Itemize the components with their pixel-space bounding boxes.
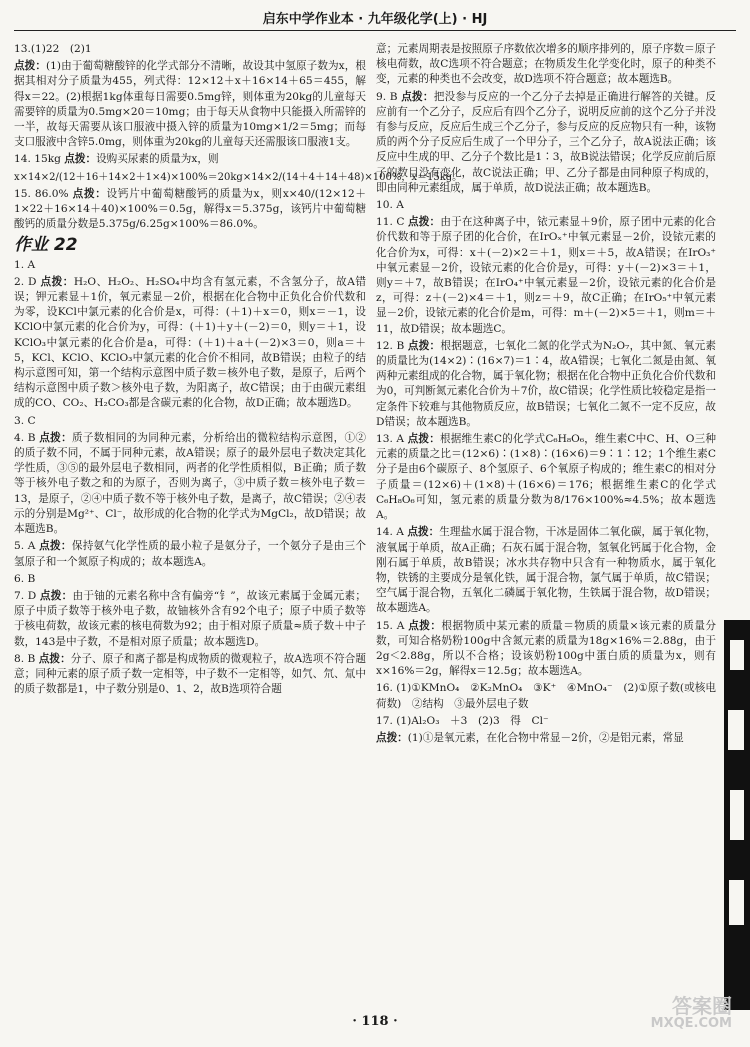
hint-label: 点拨： [407, 433, 440, 446]
answer-number: 17. (1)Al₂O₃ ＋3 (2)3 得 Cl⁻ [376, 714, 549, 727]
answer-item [14, 170, 463, 185]
answer-item [376, 339, 716, 430]
section-title: 作业 22 [14, 235, 78, 256]
answer-text: 由于铀的元素名称中含有偏旁“钅”，故该元素属于金属元素；原子中质子数等于核外电子数，故铀核外含有92个电子；原子中质子数等于核电荷数，故该元素的核电荷数为92；由于相对原子质量≈质子数＋中子数，143是中子数，不是相对原子质量；故本题选D。 [14, 589, 367, 648]
answer-text: 保持氨气化学性质的最小粒子是氨分子，一个氨分子是由三个氢原子和一个氮原子构成的；故本题选A。 [14, 540, 366, 568]
hint-label: 点拨： [407, 339, 441, 352]
hint-label: 点拨： [64, 153, 97, 166]
answer-paragraph [376, 731, 716, 746]
answer-number: 15. A [376, 619, 405, 632]
answer-number: 14. A [376, 526, 404, 539]
answer-number: 8. B [14, 652, 36, 665]
answer-text: H₂O、H₂O₂、H₂SO₄中均含有氢元素，不含氢分子，故A错误；钾元素显＋1价，氧元素显－2价，根据在化合物中正负化合价代数和为零，设KCl中氯元素的化合价是x，可得：(＋1)＋x＝0，则x＝－1，设KClO中氯元素的化合价为y，可得：(＋1)＋y＋(－2)＝0，则y＝＋1，设KClO₃中氯元素的化合价是a，可得：(＋1)＋a＋(－2)×3＝0，则a＝＋5，KCl、KClO、KClO₃中氯元素的化合价不相同，故B错误；由粒子的结构示意图可知，第一个结构示意图中质子数＝核外电子数，是原子，后两个结构示意图中质子数＞核外电子数，为阳离子，故C错误；由于由碳元素组成的CO、CO₂、H₂CO₃都是含碳元素的化合物，故D正确；故本题选D。 [14, 275, 367, 410]
hint-label: 点拨： [72, 187, 107, 200]
answer-number: 11. C [376, 216, 405, 229]
page-edge-strip [724, 620, 750, 1010]
watermark-line1: 答案圈 [672, 994, 732, 1018]
page-number: · 118 · [352, 1013, 398, 1029]
answer-paragraph [14, 187, 366, 233]
answer-item [14, 275, 366, 412]
edge-mark [730, 640, 744, 670]
header-title: 启东中学作业本 · 九年级化学(上) · HJ [262, 12, 488, 27]
answer-paragraph [376, 198, 716, 213]
answer-text: x×14×2/(12＋16＋14×2＋1×4)×100%＝20kg×14×2/(14＋4＋14＋48)×100%，x＝15kg。 [14, 171, 463, 183]
page-header [14, 12, 736, 31]
answer-item [14, 414, 366, 429]
answer-number: 12. B [376, 339, 405, 352]
answer-item [14, 431, 366, 537]
answer-number: 7. D [14, 589, 37, 602]
answer-paragraph [14, 42, 366, 57]
answer-item [14, 589, 366, 650]
answer-paragraph [376, 90, 716, 196]
hint-label: 点拨： [38, 652, 71, 665]
answer-paragraph [14, 59, 366, 150]
answer-paragraph [14, 539, 366, 569]
answer-text: 由于在这种离子中，铱元素显＋9价，原子团中元素的化合价代数和等于原子团的化合价，在IrOₓ⁺中氧元素显－2价，设铱元素的化合价为x，可得：x＋(－2)×2＝＋1，则x＝＋5，故A错误；在IrO₃⁺中氧元素显－2价，设铱元素的化合价是y，可得：y＋(－2)×3＝＋1，则y＝＋7，故B错误；在IrO₄⁺中氧元素显－2价，设铱元素的化合价是z，可得：z＋(－2)×4＝＋1，则z＝＋9，故C正确；在IrO₅⁺中氧元素显－2价，设铱元素的化合价是m，可得：m＋(－2)×5＝＋1，则m＝＋11，故D错误；故本题选C。 [376, 216, 717, 335]
answer-item [376, 432, 716, 523]
answer-text: (1)①是氧元素，在化合物中常显－2价，②是铝元素，常显 [407, 731, 684, 744]
answer-number: 3. C [14, 414, 36, 427]
answer-text: 质子数相同的为同种元素，分析给出的微粒结构示意图，①②的质子数不同，不属于同种元素，故A错误；原子的最外层电子数决定其化学性质，③⑤的最外层电子数相同，两者的化学性质相似，B正确；质子数等于核外电子数之和的为原子，否则为离子，③中质子数＝核外电子数＝13，是原子，②④中质子数不等于核外电子数，是离子，故C错误；②④表示的分别是Mg²⁺、Cl⁻，故形成的化合物的化学式为MgCl₂，故D错误；故本题选B。 [14, 431, 367, 536]
answer-text: 意；元素周期表是按照原子序数依次增多的顺序排列的，原子序数＝原子核电荷数，故C选项不符合题意；在物质发生化学变化时，原子的种类不变，元素的种类也不会改变，故D选项不符合题意；故本题选B。 [376, 43, 716, 86]
answer-number: 14. 15kg [14, 153, 61, 166]
answer-text: 根据维生素C的化学式C₆H₈O₆，维生素C中C、H、O三种元素的质量之比＝(12×6)∶(1×8)∶(16×6)＝9∶1∶12；1个维生素C分子是由6个碳原子、8个氢原子、6个氧原子构成的；维生素C的相对分子质量＝(12×6)＋(1×8)＋(16×6)＝176；根据维生素C的化学式C₆H₈O₆可知，氢元素的质量分数为8/176×100%≈4.5%；故本题选A。 [376, 433, 717, 522]
hint-label: 点拨： [408, 619, 442, 632]
answer-paragraph [376, 714, 716, 729]
answer-paragraph [14, 652, 366, 698]
hint-label: 点拨： [40, 275, 74, 288]
answer-text: 设购买尿素的质量为x，则 [96, 153, 219, 166]
answer-paragraph [14, 170, 463, 185]
answer-number: 10. A [376, 199, 404, 212]
answer-number: 13.(1)22 (2)1 [14, 43, 92, 55]
answer-item [14, 187, 366, 233]
answer-paragraph [376, 619, 716, 680]
hint-label: 点拨： [401, 90, 434, 103]
answer-list-bottom [14, 258, 366, 698]
answer-paragraph [376, 681, 716, 711]
hint-label: 点拨： [39, 431, 72, 444]
answer-item [376, 619, 716, 680]
answer-number: 2. D [14, 275, 37, 288]
answer-text: 根据物质中某元素的质量＝物质的质量×该元素的质量分数，可知合格奶粉100g中含氮元素的质量为18g×16%＝2.88g，由于2g＜2.88g，所以不合格；设该奶粉100g中蛋白质的质量为x，则有x×16%＝2g，解得x＝12.5g；故本题选A。 [376, 619, 717, 678]
answer-item [376, 90, 716, 196]
answer-item [376, 215, 716, 337]
answer-paragraph [376, 432, 716, 523]
answer-item [14, 539, 366, 569]
answer-number: 5. A [14, 540, 36, 553]
answer-item [376, 525, 716, 616]
hint-label: 点拨： [407, 526, 440, 539]
answer-paragraph [376, 339, 716, 430]
answer-text: 设钙片中葡萄糖酸钙的质量为x，则x×40/(12×12＋1×22＋16×14＋40)×100%＝0.5g，解得x＝5.375g，该钙片中葡萄糖酸钙的质量分数是5.375g/6.25g×100%＝86.0%。 [14, 187, 367, 231]
answer-paragraph [14, 152, 366, 167]
answer-item [376, 731, 716, 746]
answer-item [376, 42, 716, 88]
answer-item [376, 714, 716, 729]
right-column [376, 42, 716, 1012]
answer-item [376, 681, 716, 711]
answer-text: (1)由于葡萄糖酸锌的化学式部分不清晰，故设其中氢原子数为x，根据其相对分子质量为455，列式得：12×12＋x＋16×14＋65＝455，解得x＝22。(2)根据1kg体重每日需要0.5mg锌，则体重为20kg的儿童每天需要锌的质量为0.5mg×20＝10mg；由于每天从食物中只能摄入所需锌的一半，故每天需要从该口服液中摄入锌的质量为10mg×1/2＝5mg；而每支口服液中含锌5.0mg，则体重为20kg的儿童每天还需服该口服液1支。 [14, 60, 366, 149]
watermark-line2: MXQE.COM [650, 1016, 732, 1031]
hint-label: 点拨： [39, 589, 73, 602]
answer-number: 15. 86.0% [14, 187, 69, 200]
edge-mark [729, 880, 744, 925]
answer-item [14, 572, 366, 587]
answer-text: 把没参与反应的一个乙分子去掉是正确进行解答的关键。反应前有一个乙分子，反应后有四个乙分子，说明反应前的这个乙分子并没有参与反应，反应后生成三个乙分子，参与反应的反应物只有一种，该物质的两个分子反应后生成了一个甲分子，三个乙分子，故A说法正确；该反应中生成的甲、乙分子个数比是1∶3，故B说法错误；化学反应前后原子的数目没有变化，故C说法正确；甲、乙分子都是由同种原子构成的，即由同种元素组成，属于单质，故D说法正确；故本题选B。 [376, 90, 717, 194]
answer-paragraph [14, 431, 366, 537]
answer-number: 13. A [376, 433, 405, 446]
answer-text: 根据题意，七氧化二氮的化学式为N₂O₇，其中氮、氧元素的质量比为(14×2)∶(16×7)＝1∶4，故A错误；七氧化二氮是由氮、氧两种元素组成的化合物，属于氧化物；根据在化合物中正负化合价代数和为0，可判断氮元素化合价为＋7价，故C错误；化学性质比较稳定是指一定条件下较难与其他物质反应，故B错误；七氧化二氮不一定不反应，故D错误；故本题选B。 [376, 339, 717, 428]
answer-paragraph [376, 42, 716, 88]
answer-list-right [376, 42, 716, 746]
answer-item [14, 258, 366, 273]
answer-item [376, 198, 716, 213]
hint-label: 点拨： [408, 216, 441, 229]
answer-paragraph [14, 258, 366, 273]
answer-paragraph [14, 414, 366, 429]
answer-item [14, 152, 366, 167]
edge-mark [730, 790, 744, 840]
hint-label: 点拨： [14, 60, 47, 73]
answer-item [14, 42, 366, 57]
answer-number: 1. A [14, 258, 36, 271]
answer-text: 分子、原子和离子都是构成物质的微观粒子，故A选项不符合题意；同种元素的原子质子数一定相等，中子数不一定相等，如氕、氘、氚中的质子数都是1，中子数分别是0、1、2，故B选项符合题 [14, 652, 367, 696]
answer-number: 16. (1)①KMnO₄ ②K₂MnO₄ ③K⁺ ④MnO₄⁻ (2)①原子数(或核电荷数) ②结构 ③最外层电子数 [376, 682, 716, 710]
answer-number: 6. B [14, 572, 36, 585]
edge-mark [728, 710, 744, 750]
answer-number: 9. B [376, 90, 398, 103]
answer-number: 4. B [14, 431, 36, 444]
answer-item [14, 59, 366, 150]
hint-label: 点拨： [376, 731, 408, 744]
answer-paragraph [376, 215, 716, 337]
answer-paragraph [14, 275, 366, 412]
answer-text: 生理盐水属于混合物，干冰是固体二氧化碳，属于氧化物，液氧属于单质，故A正确；石灰石属于混合物，氢氧化钙属于化合物，金刚石属于单质，故B错误；冰水共存物中只含有一种物质水，属于氧化物，铁锈的主要成分是氧化铁，属于混合物，氯气属于单质，故C错误；空气属于混合物，五氧化二磷属于氧化物，生铁属于混合物，故D错误；故本题选A。 [376, 526, 716, 615]
answer-paragraph [376, 525, 716, 616]
answer-paragraph [14, 589, 366, 650]
answer-item [14, 652, 366, 698]
hint-label: 点拨： [39, 540, 72, 553]
answer-paragraph [14, 572, 366, 587]
